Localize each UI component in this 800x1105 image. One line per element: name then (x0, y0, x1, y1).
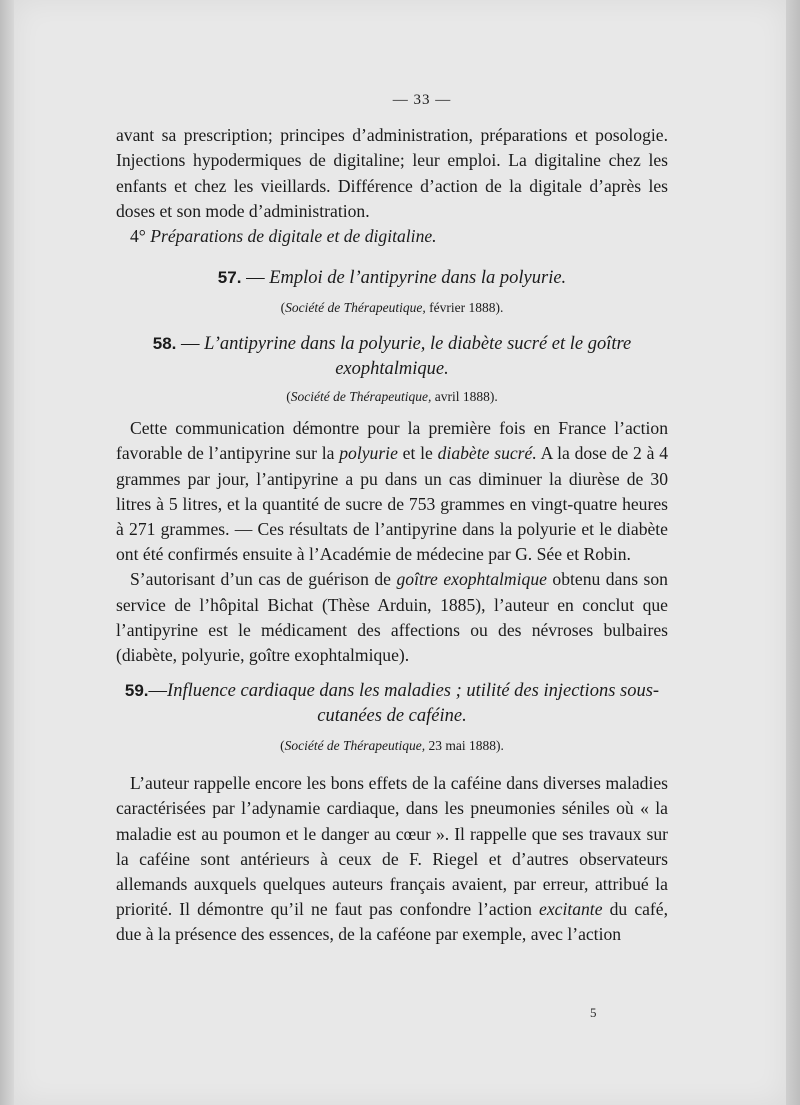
s58-p2-goitre: goître exophtalmique (396, 569, 547, 590)
section-58-heading (116, 331, 668, 382)
intro-text: avant sa prescription; principes d’administration, préparations et posologie. Injections hypodermiques de digitaline; leur emploi. La digitaline chez les enfants et chez les vieillards. Différence d’action de la digitale d’après les doses et son mode d’administration. (116, 125, 668, 221)
section-59-source-date: 23 mai 1888). (425, 738, 504, 754)
s59-p1-excitante: excitante (539, 899, 603, 920)
section-58-paragraph-2 (116, 567, 668, 668)
s59-p1-text-a: L’auteur rappelle encore les bons effets de la caféine dans diverses maladies caractérisées par l’adynamie cardiaque, dans les pneumonies séniles où « la maladie est au poumon et le danger au cœur ». Il rappelle que ses travaux sur la caféine sont antérieurs à ceux de F. Riegel et d’autres observateurs allemands auxquels quelques auteurs français avaient, par erreur, attribué la priorité. Il démontre qu’il ne faut pas confondre l’action (116, 773, 668, 920)
section-58-paragraph-1 (116, 416, 668, 567)
s59-p1-text-c: du café, due à la présence des essences, de la caféone par exemple, avec l’action (116, 899, 669, 945)
section-58-title: L’antipyrine dans la polyurie, le diabète sucré et le goître exophtalmique. (204, 334, 632, 380)
s58-p2-text-c: obtenu dans son service de l’hôpital Bichat (Thèse Arduin, 1885), l’auteur en conclut que l’antipyrine est le médicament des affections ou des névroses bulbaires (diabète, polyurie, goître exophtalmique). (116, 569, 668, 666)
section-59-paragraph-1 (116, 771, 668, 947)
page-text-block (116, 88, 668, 948)
section-57-source-society: Société de Thérapeutique, (285, 300, 426, 316)
section-59-number: 59. (124, 681, 149, 701)
section-59-source-open: ( (280, 738, 285, 754)
section-58-source (116, 386, 668, 408)
s58-p1-polyurie: polyurie (339, 443, 398, 464)
scan-right-edge (786, 0, 800, 1105)
s58-p1-text-a: Cette communication démontre pour la première fois en France l’action favorable de l’antipyrine sur la (116, 418, 668, 464)
section-57-title: Emploi de l’antipyrine dans la polyurie. (269, 268, 567, 289)
s58-p1-text-c: et le (397, 443, 438, 464)
section-57-number: 57. (217, 268, 242, 288)
signature-mark: 5 (590, 1005, 597, 1020)
intro-item-4-prefix: 4° (130, 226, 151, 247)
scan-left-edge (0, 0, 14, 1105)
section-58-source-open: ( (286, 389, 291, 405)
section-58-source-date: avril 1888). (431, 389, 498, 405)
section-59-source-society: Société de Thérapeutique, (284, 738, 426, 754)
page-number: — 33 — (392, 92, 452, 108)
intro-item-4-text: Préparations de digitale et de digitaline. (150, 226, 437, 247)
section-59-dash: — (148, 681, 168, 702)
s58-p1-diabete: diabète sucré. (437, 443, 537, 464)
s58-p1-text-e: A la dose de 2 à 4 grammes par jour, l’antipyrine a pu dans un cas diminuer la diurèse de 30 litres à 5 litres, et la quantité de sucre de 753 grammes en vingt-quatre heures à 271 grammes. — Ces résultats de l’antipyrine dans la polyurie et le diabète ont été confirmés ensuite à l’Académie de médecine par G. Sée et Robin. (116, 443, 668, 565)
section-59-title: Influence cardiaque dans les maladies ; utilité des injections sous-cutanées de caféine. (167, 681, 660, 727)
section-57-source-open: ( (280, 300, 286, 316)
section-59-heading (116, 678, 668, 729)
section-57-source (116, 297, 668, 319)
intro-item-4 (116, 224, 668, 249)
section-59-source (116, 735, 668, 757)
section-57-heading (116, 265, 668, 291)
section-57-source-date: février 1888). (425, 300, 504, 316)
s58-p2-text-a: S’autorisant d’un cas de guérison de (130, 569, 397, 590)
section-58-dash: — (176, 334, 205, 355)
section-57-dash: — (241, 268, 270, 289)
section-58-source-society: Société de Thérapeutique, (290, 389, 432, 405)
section-58-number: 58. (152, 334, 177, 354)
intro-paragraph (116, 123, 668, 224)
